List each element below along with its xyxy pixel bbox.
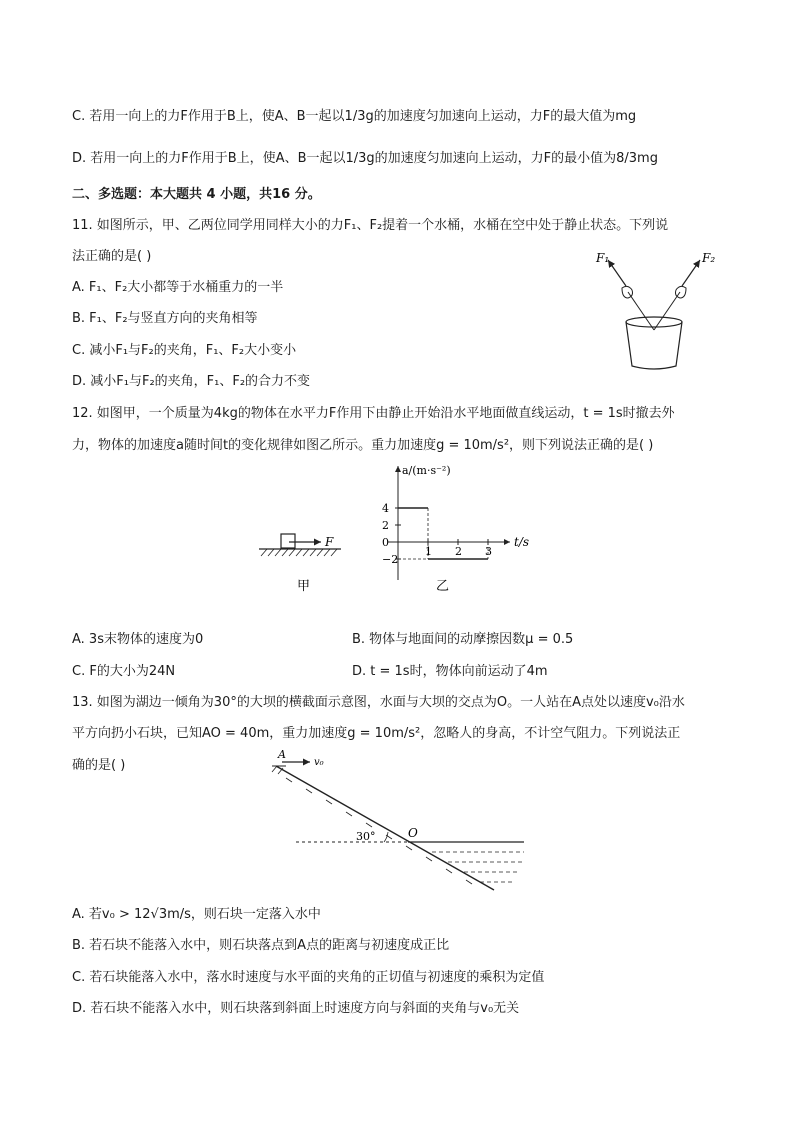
section-heading: 二、多选题：本大题共 4 小题，共16 分。 (72, 187, 321, 202)
q13-stem-line3: 确的是( ) (72, 758, 126, 773)
y-tick-label-1: 2 (382, 519, 389, 532)
q12-stem-line1: 12. 如图甲，一个质量为4kg的物体在水平力F作用下由静止开始沿水平地面做直线运动，t = 1s时撤去外 (72, 406, 675, 421)
q13-option-c: C. 若石块能落入水中，落水时速度与水平面的夹角的正切值与初速度的乘积为定值 (72, 970, 545, 985)
at-chart (340, 460, 540, 598)
x-tick-label-0: 1 (425, 545, 432, 558)
x-axis-label: t/s (514, 535, 530, 549)
fig-jia-caption: 甲 (297, 579, 311, 594)
bucket-rim (626, 317, 682, 327)
force-label: F (325, 535, 334, 549)
q10-option-d: D. 若用一向上的力F作用于B上，使A、B一起以1/3g的加速度匀加速向上运动，力F的最小值为8/3mg (72, 151, 658, 166)
f2-label: F₂ (702, 251, 716, 265)
q13-stem-line1: 13. 如图为湖边一倾角为30°的大坝的横截面示意图，水面与大坝的交点为O。一人站在A点处以速度v₀沿水 (72, 695, 685, 710)
ground-hatch (261, 549, 337, 556)
q13-option-a: A. 若v₀ > 12√3m/s，则石块一定落入水中 (72, 907, 321, 922)
y-tick-label-2: 0 (382, 536, 389, 549)
q11-option-d: D. 减小F₁与F₂的夹角，F₁、F₂的合力不变 (72, 374, 311, 389)
q11-option-a: A. F₁、F₂大小都等于水桶重力的一半 (72, 280, 284, 295)
y-tick-label-0: 4 (382, 502, 389, 515)
f1-arrow (608, 260, 626, 286)
q13-option-b: B. 若石块不能落入水中，则石块落点到A点的距离与初速度成正比 (72, 938, 450, 953)
y-axis-label: a/(m·s⁻²) (402, 464, 451, 477)
slope-hatch (286, 778, 472, 884)
bucket-body (626, 322, 682, 369)
v0-label: v₀ (314, 757, 324, 768)
x-tick-label-1: 2 (455, 545, 462, 558)
block (281, 534, 295, 548)
q10-option-c: C. 若用一向上的力F作用于B上，使A、B一起以1/3g的加速度匀加速向上运动，力F的最大值为mg (72, 109, 637, 124)
point-o-label: O (408, 826, 418, 840)
q11-option-b: B. F₁、F₂与竖直方向的夹角相等 (72, 311, 258, 326)
q12-stem-line2: 力，物体的加速度a随时间t的变化规律如图乙所示。重力加速度g = 10m/s²，则下列说法正确的是( ) (72, 438, 654, 453)
f2-arrow (682, 260, 700, 286)
q11-stem-line2: 法正确的是( ) (72, 249, 152, 264)
bucket-figure (586, 244, 726, 374)
q11-option-c: C. 减小F₁与F₂的夹角，F₁、F₂大小变小 (72, 343, 297, 358)
dam-figure (262, 746, 532, 896)
angle-label: 30° (356, 830, 376, 843)
dam-slope (276, 766, 494, 890)
q13-option-d: D. 若石块不能落入水中，则石块落到斜面上时速度方向与斜面的夹角与v₀无关 (72, 1001, 520, 1016)
y-tick-label-3: −2 (382, 553, 399, 566)
f1-label: F₁ (596, 251, 610, 265)
q11-stem-line1: 11. 如图所示，甲、乙两位同学用同样大小的力F₁、F₂提着一个水桶，水桶在空中处于静止状态。下列说 (72, 218, 669, 233)
q12-option-a: A. 3s末物体的速度为0 (72, 632, 204, 647)
q12-option-c: C. F的大小为24N (72, 664, 176, 679)
fig-yi-caption: 乙 (436, 579, 450, 594)
point-a-label: A (278, 748, 286, 761)
q12-option-d: D. t = 1s时，物体向前运动了4m (352, 664, 548, 679)
left-hand-icon (622, 286, 633, 298)
angle-arc (384, 832, 388, 842)
q12-option-b: B. 物体与地面间的动摩擦因数μ = 0.5 (352, 632, 574, 647)
x-tick-label-2: 3 (485, 545, 492, 558)
right-hand-icon (676, 286, 687, 298)
q13-stem-line2: 平方向扔小石块，已知AO = 40m，重力加速度g = 10m/s²，忽略人的身高，不计空气阻力。下列说法正 (72, 726, 681, 741)
